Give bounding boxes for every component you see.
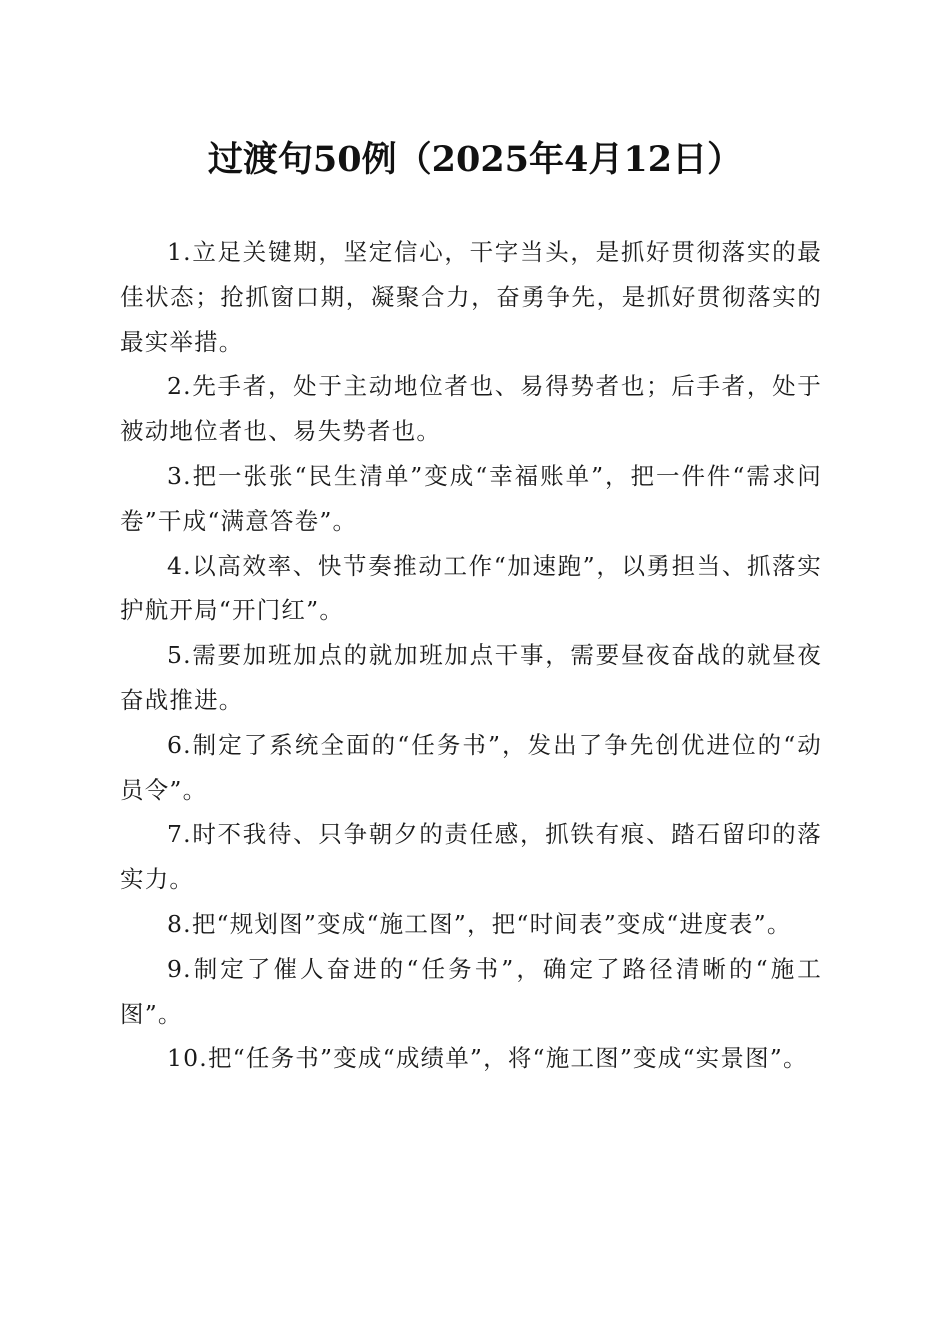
paragraph-7: 7.时不我待、只争朝夕的责任感，抓铁有痕、踏石留印的落实力。: [120, 820, 822, 894]
paragraph-1: 1.立足关键期，坚定信心，干字当头，是抓好贯彻落实的最佳状态；抢抓窗口期，凝聚合力，奋勇争先，是抓好贯彻落实的最实举措。: [120, 238, 822, 356]
paragraph-3: 3.把一张张“民生清单”变成“幸福账单”，把一件件“需求问卷”干成“满意答卷”。: [120, 461, 822, 535]
paragraph-6: 6.制定了系统全面的“任务书”，发出了争先创优进位的“动员令”。: [120, 730, 822, 804]
document-body: [120, 230, 822, 1081]
paragraph-10: 10.把“任务书”变成“成绩单”，将“施工图”变成“实景图”。: [167, 1044, 808, 1073]
paragraph-8: 8.把“规划图”变成“施工图”，把“时间表”变成“进度表”。: [167, 909, 792, 938]
paragraph-2: 2.先手者，处于主动地位者也、易得势者也；后手者，处于被动地位者也、易失势者也。: [120, 372, 822, 446]
document-title: 过渡句50例（2025年4月12日）: [207, 139, 743, 180]
paragraph-5: 5.需要加班加点的就加班加点干事，需要昼夜奋战的就昼夜奋战推进。: [120, 641, 822, 714]
paragraph-4: 4.以高效率、快节奏推动工作“加速跑”，以勇担当、抓落实护航开局“开门红”。: [120, 551, 822, 625]
paragraph-9: 9.制定了催人奋进的“任务书”，确定了路径清晰的“施工图”。: [120, 954, 822, 1028]
